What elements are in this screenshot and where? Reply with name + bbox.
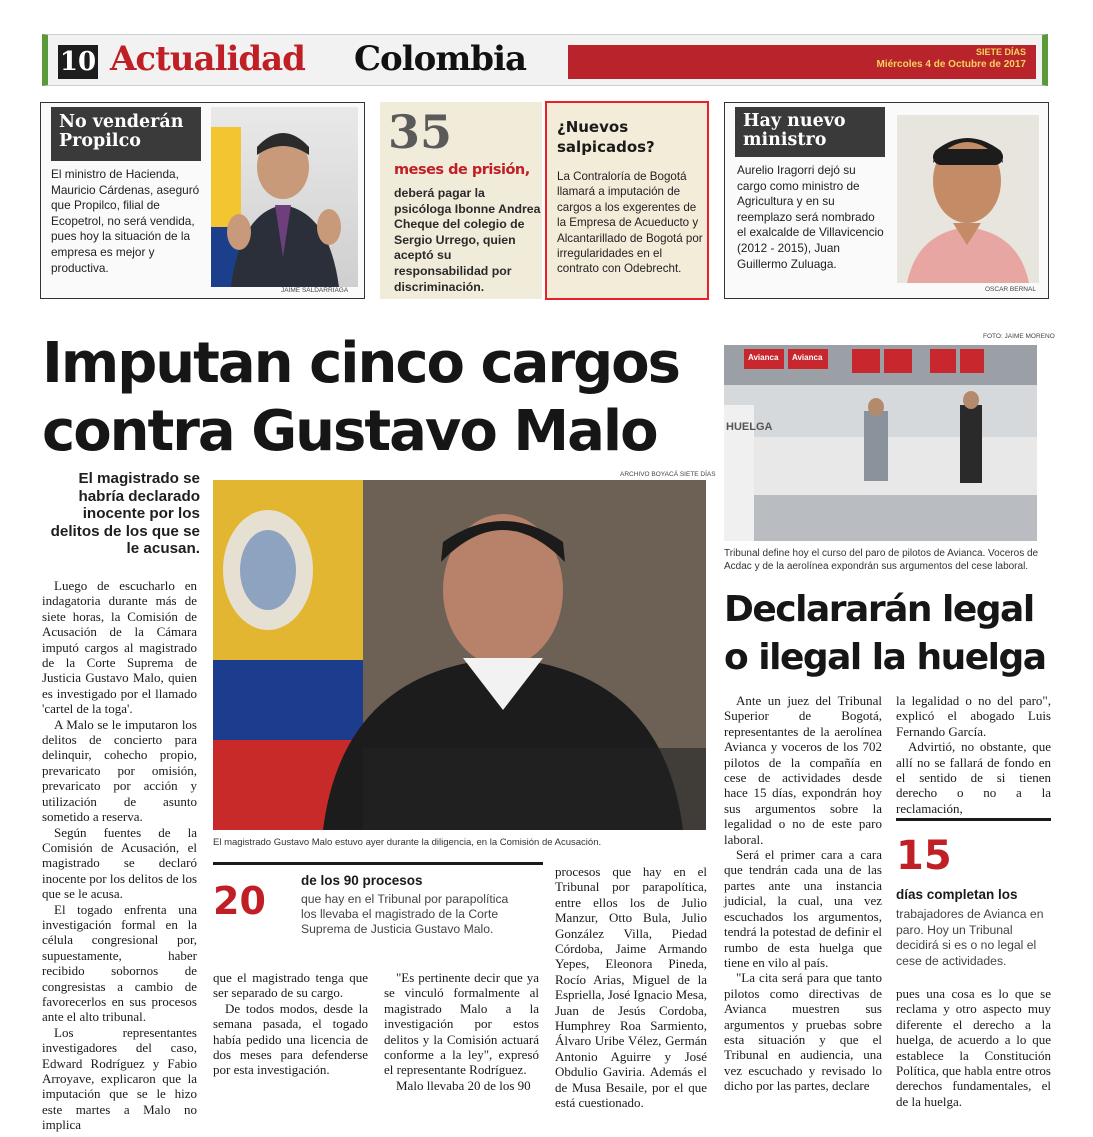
brief-35-meses [380, 102, 542, 299]
new-minister-photo-illustration [897, 115, 1039, 283]
paragraph: El togado enfrenta una investigación formal en la célula congresional por, supuestamente, haber recibido sobornos de congresistas a cambio de favorecerlos en sus procesos ante el alto tribunal. [42, 901, 197, 1025]
article-column-b-continued: pues una cosa es lo que se reclama y otro aspecto muy diferente el derecho a la huelga, de acuerdo a lo que establece la Constitución Política, que habla entre otros derechos fundamentales, el de la huelga. [896, 986, 1051, 1109]
factoid-text: que hay en el Tribunal por parapolítica los llevaba el magistrado de la Corte Suprema de Justicia Gustavo Malo. [301, 892, 509, 936]
paragraph: Según fuentes de la Comisión de Acusación, el magistrado se declaró inocente por los delitos de los que se le acusa. [42, 824, 197, 902]
page-header [42, 34, 1048, 86]
brief-nuevo-ministro [724, 102, 1049, 299]
main-photo-caption: El magistrado Gustavo Malo estuvo ayer durante la diligencia, en la Comisión de Acusación. [213, 837, 602, 848]
main-headline [42, 330, 679, 466]
brief-title-line1: ¿Nuevos [557, 118, 629, 136]
paragraph: la legalidad o no del paro", explicó el abogado Luis Fernando García. [896, 693, 1051, 739]
factoid-headline: de los 90 procesos [301, 873, 423, 888]
page-number: 10 [59, 47, 97, 77]
factoid-headline: meses de prisión, [394, 162, 530, 178]
airport-photo [724, 345, 1037, 541]
main-headline-line1: Imputan cinco cargos [42, 331, 679, 396]
factoid-15 [896, 818, 1051, 968]
brief-text: Aurelio Iragorri dejó su cargo como ministro de Agricultura y en su reemplazo será nombrado el exalcalde de Villavicencio (2012 - 2015), Juan Guillermo Zuluaga. [737, 163, 884, 271]
article-column-2 [213, 970, 368, 1078]
paragraph: Será el primer cara a cara que tendrán cada una de las partes ante una instancia judicial, la cual, una vez escuchados los argumentos, tendrá la potestad de definir el rumbo de esta huelga que tiene en vilo al país. [724, 847, 882, 970]
factoid-number: 15 [896, 833, 952, 879]
factoid-text: deberá pagar la psicóloga Ibonne Andrea Cheque del colegio de Sergio Urrego, quien aceptó su responsabilidad por discriminación. [394, 186, 541, 294]
photo-credit: OSCAR BERNAL [985, 286, 1036, 293]
photo-credit: ARCHIVO BOYACÁ SIETE DÍAS [620, 471, 716, 478]
article-column-b [896, 693, 1051, 816]
brief-title-bar [51, 107, 201, 161]
article-column-1 [42, 578, 197, 1133]
photo-credit: FOTO: JAIME MORENO [983, 333, 1055, 340]
issue-date: Miércoles 4 de Octubre de 2017 [876, 59, 1026, 70]
factoid-20 [213, 862, 543, 952]
paragraph: Los representantes investigadores del caso, Edward Rodríguez y Fabio Arroyave, explicaron que la imputación que se le hizo este martes a Malo no implica [42, 1024, 197, 1133]
right-headline-line2: o ilegal la huelga [724, 637, 1046, 678]
brief-title [557, 117, 655, 157]
photo-credit: JAIME SALDARRIAGA [281, 287, 349, 294]
portrait-new-minister [897, 115, 1039, 283]
paragraph: Ante un juez del Tribunal Superior de Bogotá, representantes de la aerolínea Avianca y voceros de los 702 pilotos de la compañía en cese de actividades desde hace 15 días, expondrán hoy sus argumentos sobre la legalidad o no de este paro laboral. [724, 693, 882, 847]
brand-label: SIETE DÍAS [975, 47, 1026, 57]
main-photo-magistrado [213, 480, 706, 830]
main-kicker: El magistrado se habría declarado inocente por los delitos de los que se le acusan. [50, 470, 200, 557]
factoid-number: 35 [388, 105, 453, 159]
airport-photo-illustration [724, 345, 1037, 541]
brief-text: La Contraloría de Bogotá llamará a imputación de cargos a los exgerentes de la Empresa de Acueducto y Alcantarillado de Bogotá por irregularidades en el contrato con Odebrecht. [557, 170, 703, 276]
paragraph: Luego de escucharlo en indagatoria durante más de siete horas, la Comisión de Acusación de la Cámara imputó cargos al magistrado de la Corte Suprema de Justicia Gustavo Malo, quien es investigado por el llamado 'cartel de la toga'. [42, 578, 197, 717]
airport-photo-caption: Tribunal define hoy el curso del paro de pilotos de Avianca. Voceros de Acdac y de la aerolínea expondrán sus argumentos del cese laboral. [724, 548, 1039, 572]
header-red-band [568, 45, 1036, 79]
portrait-minister-hacienda [211, 107, 358, 287]
magistrado-photo-illustration [213, 480, 706, 830]
article-column-4: procesos que hay en el Tribunal por parapolítica, entre ellos los de Julio Manzur, Otto Bula, Julio González Villa, Piedad Córdoba, Jaime Armando Yepes, Eleonora Pineda, Rocío Arias, Miguel de la Espriella, José Ignacio Mesa, Juan de Jesús Cordoba, Humphrey Roa Sarmiento, Álvaro Uribe Vélez, Germán Antonio Aguirre y José Obdulio Gaviria. Además el de Musa Besaile, por el que está cuestionado. [555, 864, 707, 1111]
main-headline-line2: contra Gustavo Malo [42, 399, 657, 464]
brief-title-line1: No venderán [59, 112, 184, 132]
strike-sign: HUELGA [726, 421, 773, 433]
brief-text: El ministro de Hacienda, Mauricio Cárdenas, aseguró que Propilco, filial de Ecopetrol, no será vendida, pues hoy la situación de la empresa es mejor y productiva. [51, 167, 200, 275]
factoid-text: trabajadores de Avianca en paro. Hoy un Tribunal decidirá si es o no legal el cese de actividades. [896, 907, 1044, 968]
right-headline-line1: Declararán legal [724, 589, 1034, 630]
minister-photo-illustration [211, 107, 358, 287]
counter-sign-avianca-1: Avianca [748, 353, 779, 362]
paragraph: "Es pertinente decir que ya se vinculó formalmente al magistrado Malo a la investigación por estos delitos y la Comisión actuará conforme a la ley", expresó el representante Rodríguez. [384, 970, 539, 1078]
paragraph: que el magistrado tenga que ser separado de su cargo. [213, 970, 368, 1001]
article-column-3 [384, 970, 539, 1093]
factoid-number: 20 [213, 879, 266, 923]
brief-title-line2: salpicados? [557, 138, 655, 156]
right-headline [724, 586, 1046, 682]
paragraph: Malo llevaba 20 de los 90 [396, 1077, 531, 1093]
brief-nuevos-salpicados [545, 101, 709, 300]
region-title: Colombia [354, 39, 527, 79]
counter-sign-avianca-2: Avianca [792, 353, 823, 362]
section-title: Actualidad [110, 39, 305, 79]
paragraph: De todos modos, desde la semana pasada, el togado había pedido una licencia de dos meses para defenderse por esta investigación. [213, 1000, 368, 1078]
brief-propilco [40, 102, 365, 299]
brief-title-line2: Propilco [59, 131, 141, 151]
paragraph: A Malo se le imputaron los delitos de concierto para delinquir, cohecho propio, prevaricato por omisión, prevaricato por acción y utilización de asunto sometido a reserva. [42, 716, 197, 825]
brief-title-bar [735, 107, 885, 157]
brief-title-line2: ministro [743, 130, 827, 150]
paragraph: Advirtió, no obstante, que allí no se fallará de fondo en el sentido de si tienen derecho o no a la reclamación, [896, 739, 1051, 816]
article-column-a [724, 693, 882, 1094]
factoid-headline: días completan los [896, 887, 1018, 902]
brief-title-line1: Hay nuevo [743, 111, 846, 131]
paragraph: "La cita será para que tanto pilotos como directivas de Avianca muestren sus argumentos y pruebas sobre esta situación y que el Tribunal en audiencia, una vez escuchado y revisado lo dicho por las partes, declare [724, 970, 882, 1094]
